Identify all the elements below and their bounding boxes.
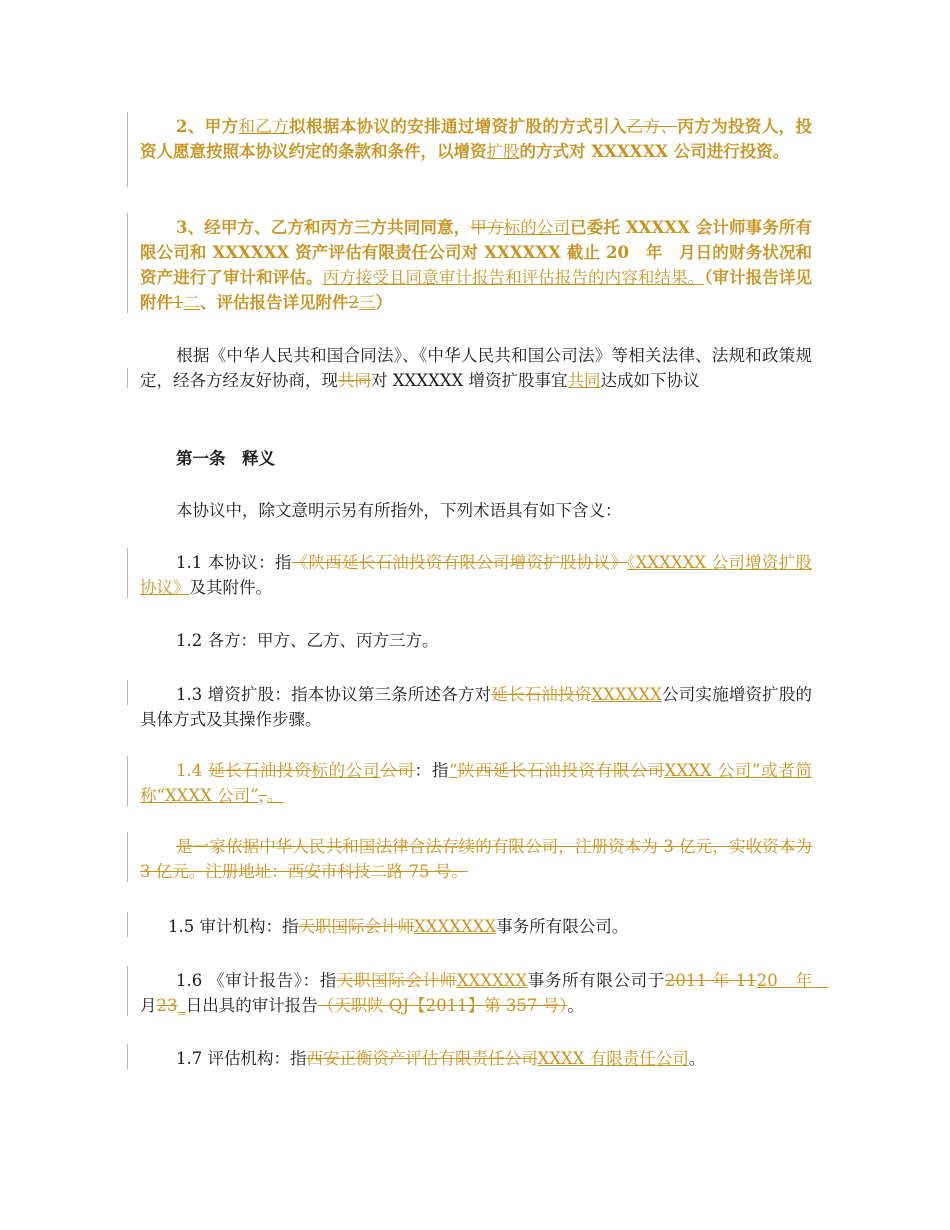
definition-1-6: 1.6 《审计报告》：指天职国际会计师XXXXXX事务所有限公司于2011 年 1120 年 月23_日出具的审计报告（天职陕 QJ【2011】第 357 号）。 [140, 971, 829, 1015]
article-1-heading: 第一条 释义 [176, 449, 275, 468]
definition-1-2: 1.2 各方：甲方、乙方、丙方三方。 [176, 631, 439, 650]
definition-1-4: 1.4 延长石油投资标的公司公司：指“陕西延长石油投资有限公司XXXX 公司”或者简称“XXXX 公司”，。 [140, 761, 813, 805]
paragraph-definitions-intro: 本协议中，除文意明示另有所指外，下列术语具有如下含义： [176, 501, 622, 520]
change-bar [127, 112, 128, 187]
change-bar [127, 832, 128, 882]
change-bar [127, 548, 128, 598]
definition-1-5: 1.5 审计机构：指天职国际会计师XXXXXXX事务所有限公司。 [168, 917, 629, 936]
change-bar [127, 368, 128, 388]
change-bar [127, 680, 128, 705]
change-bar [127, 1044, 128, 1069]
definition-1-1: 1.1 本协议：指《陕西延长石油投资有限公司增资扩股协议》《XXXXXX 公司增资扩股协议》及其附件。 [140, 553, 812, 597]
change-bar [127, 213, 128, 313]
definition-1-3: 1.3 增资扩股：指本协议第三条所述各方对延长石油投资XXXXXX公司实施增资扩股的具体方式及其操作步骤。 [140, 685, 813, 729]
paragraph-2-investors: 2、甲方和乙方拟根据本协议的安排通过增资扩股的方式引入乙方、丙方为投资人，投资人愿意按照本协议约定的条款和条件，以增资扩股的方式对 XXXXXX 公司进行投资。 [140, 117, 813, 161]
definition-1-7: 1.7 评估机构：指西安正衡资产评估有限责任公司XXXX 有限责任公司。 [176, 1049, 706, 1068]
paragraph-3-audit: 3、经甲方、乙方和丙方三方共同同意，甲方标的公司已委托 XXXXX 会计师事务所有限公司和 XXXXXX 资产评估有限责任公司对 XXXXXX 截止 20 年 月日的财务状况和资产进行了审计和评估。丙方接受且同意审计报告和评估报告的内容和结果。（审计报告详见附件1二、评估报告详见附件2三） [140, 218, 813, 312]
paragraph-legal-basis: 根据《中华人民共和国合同法》、《中华人民共和国公司法》等相关法律、法规和政策规定，经各方经友好协商，现共同对 XXXXXX 增资扩股事宜共同达成如下协议 [140, 346, 812, 390]
change-bar [127, 966, 128, 1016]
change-bar [127, 912, 128, 937]
deleted-company-description: 是一家依据中华人民共和国法律合法存续的有限公司，注册资本为 3 亿元，实收资本为 3 亿元。注册地址：西安市科技二路 75 号。 [140, 837, 812, 881]
change-bar [127, 756, 128, 806]
